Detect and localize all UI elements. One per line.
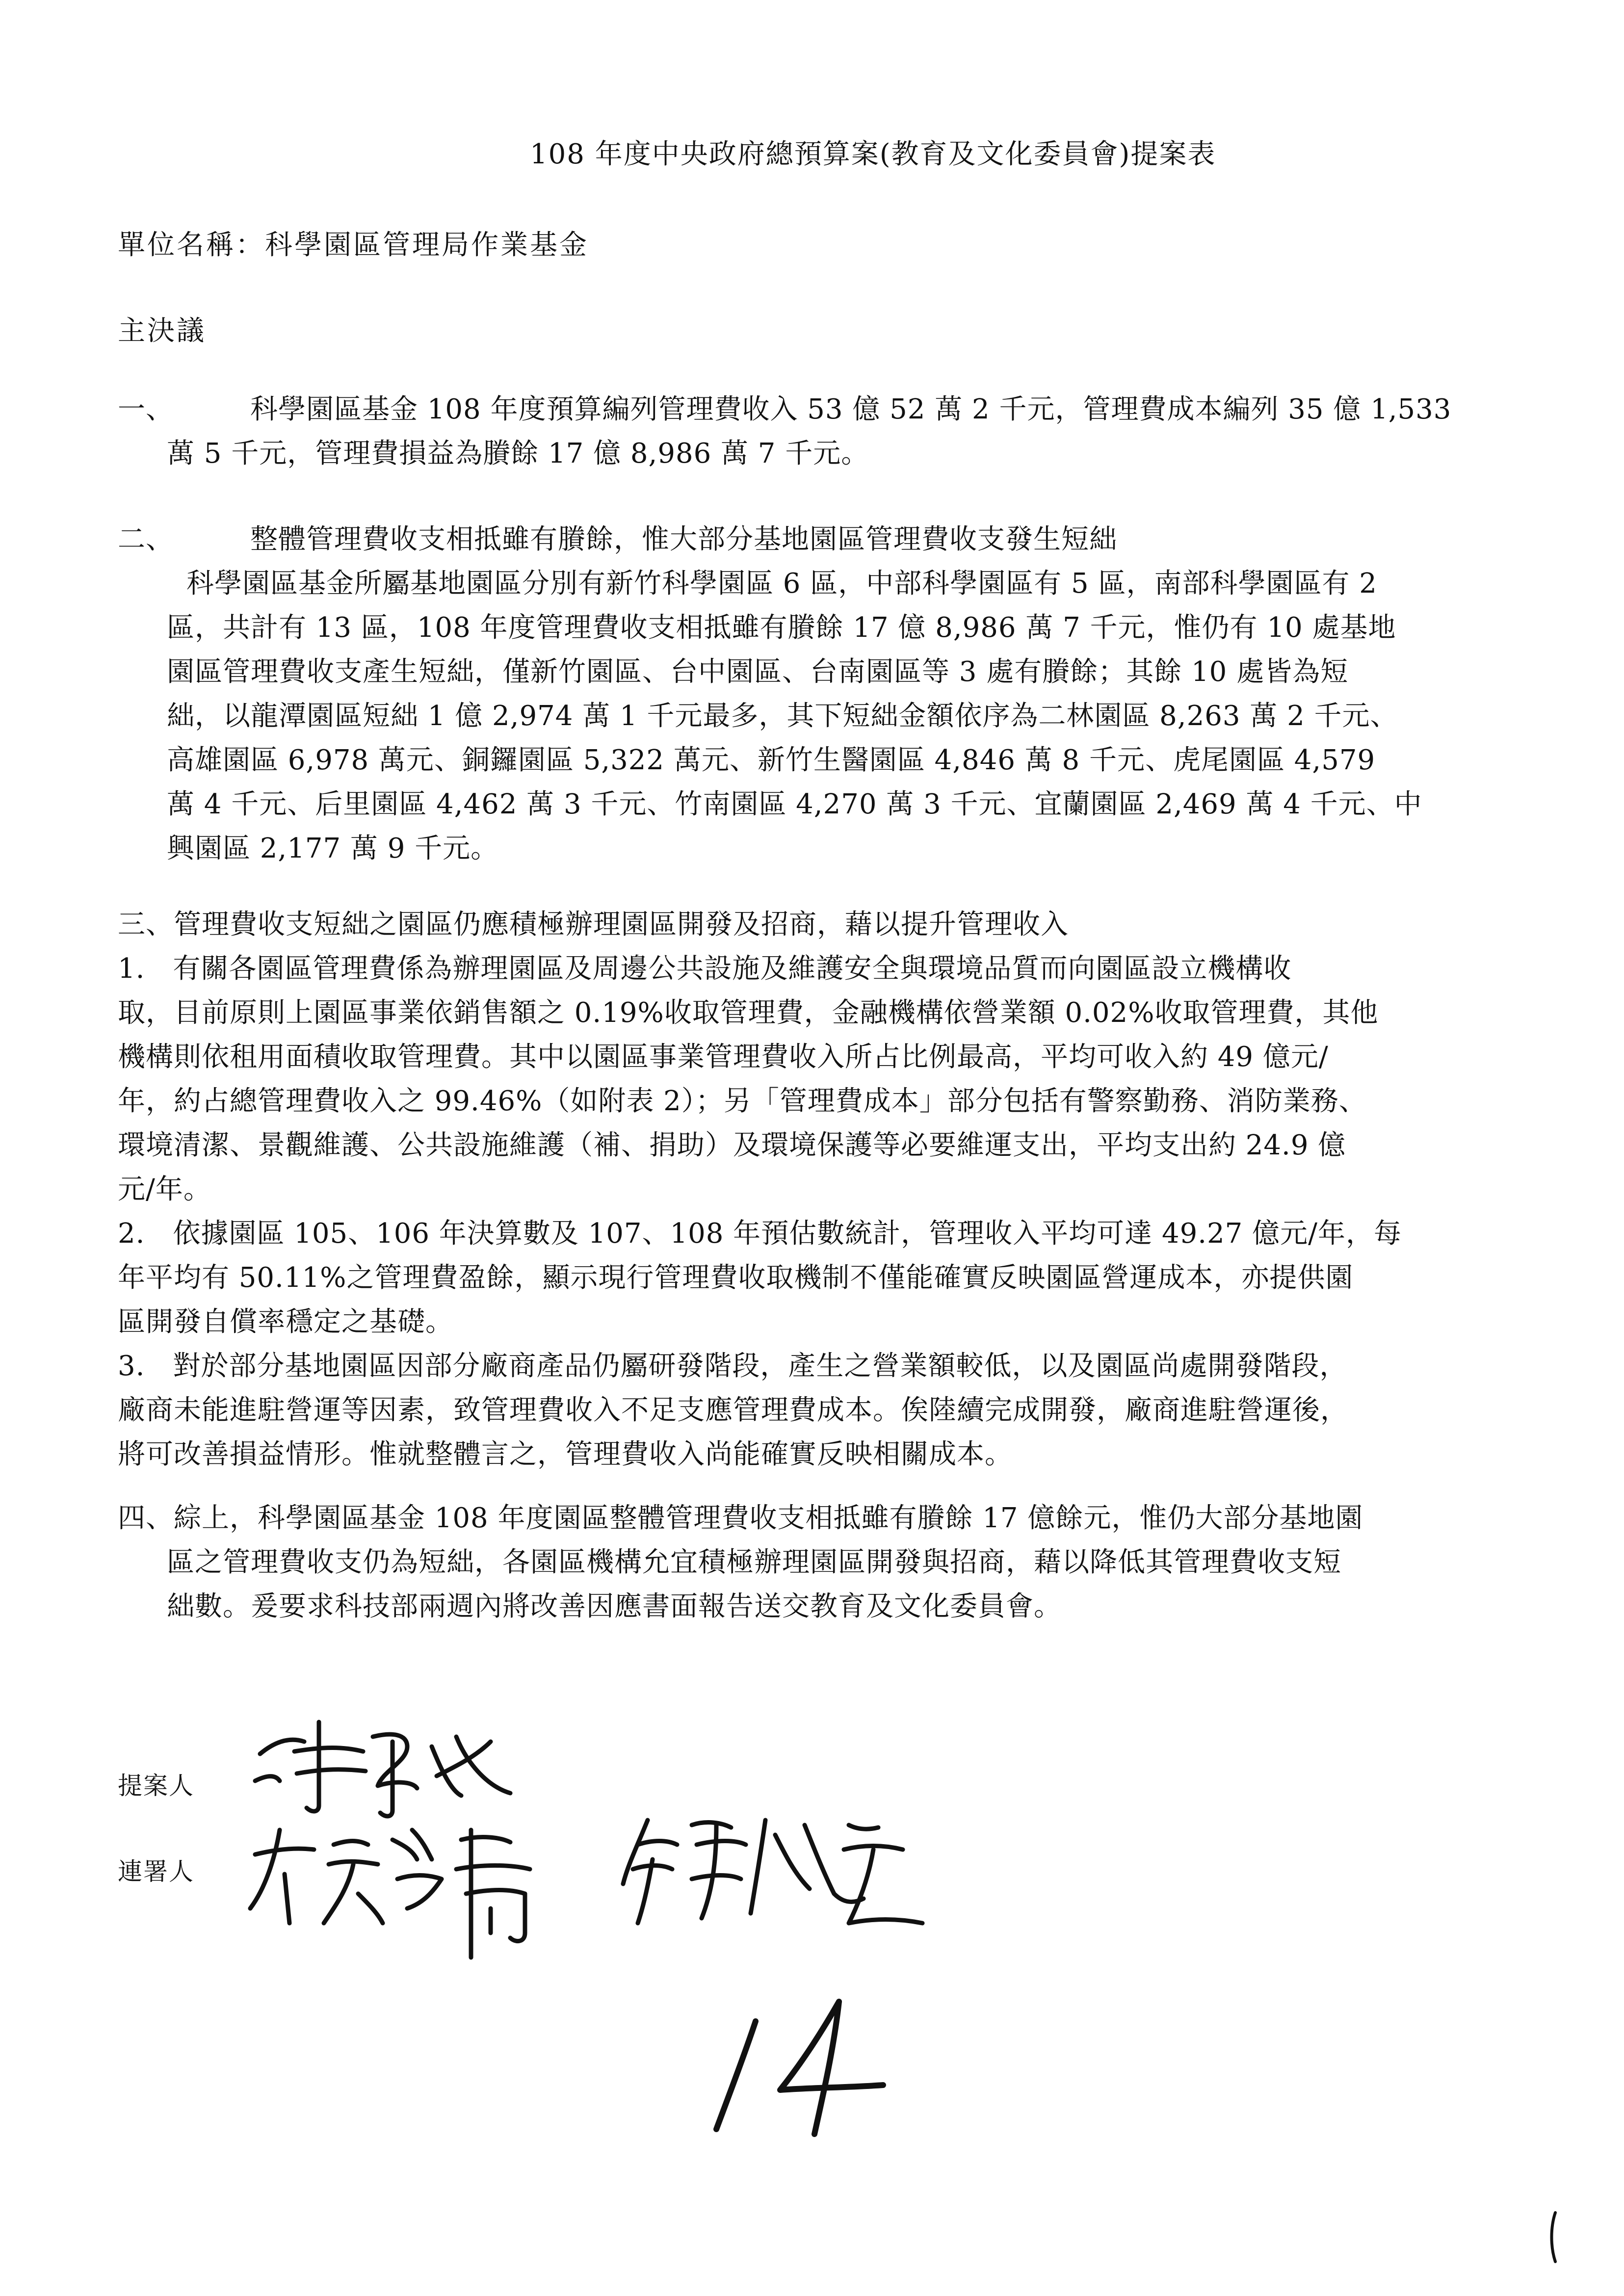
section-2-line: 園區管理費收支產生短絀，僅新竹園區、台中園區、台南園區等 3 處有賸餘；其餘 10 處皆為短 <box>167 656 1349 688</box>
section-2-line: 高雄園區 6,978 萬元、銅鑼園區 5,322 萬元、新竹生醫園區 4,846 萬 8 千元、虎尾園區 4,579 <box>167 744 1376 776</box>
section-2-line: 區，共計有 13 區，108 年度管理費收支相抵雖有賸餘 17 億 8,986 萬 7 千元，惟仍有 10 處基地 <box>167 612 1396 644</box>
section-4-line: 區之管理費收支仍為短絀，各園區機構允宜積極辦理園區開發與招商，藉以降低其管理費收支短 <box>167 1546 1341 1578</box>
section-4 <box>118 1496 1363 1629</box>
section-3-heading: 三、管理費收支短絀之園區仍應積極辦理園區開發及招商，藉以提升管理收入 <box>118 909 1069 940</box>
section-2 <box>118 518 1422 871</box>
section-3-p2-line: 2. 依據園區 105、106 年決算數及 107、108 年預估數統計，管理收入平均可達 49.27 億元/年，每 <box>118 1218 1402 1250</box>
section-2-heading: 整體管理費收支相抵雖有賸餘，惟大部分基地園區管理費收支發生短絀 <box>250 523 1117 555</box>
section-4-line: 四、綜上，科學園區基金 108 年度園區整體管理費收支相抵雖有賸餘 17 億餘元，惟仍大部分基地園 <box>118 1502 1363 1534</box>
section-3-p3-line: 3. 對於部分基地園區因部分廠商產品仍屬研發階段，產生之營業額較低，以及園區尚處開發階段， <box>118 1350 1348 1382</box>
section-3-p1-line: 環境清潔、景觀維護、公共設施維護（補、捐助）及環境保護等必要維運支出，平均支出約 24.9 億 <box>118 1129 1346 1161</box>
section-3-p1-line: 機構則依租用面積收取管理費。其中以園區事業管理費收入所占比例最高，平均可收入約 49 億元/ <box>118 1041 1329 1073</box>
unit-name: 單位名稱：科學園區管理局作業基金 <box>118 229 589 261</box>
section-3-p3-line: 將可改善損益情形。惟就整體言之，管理費收入尚能確實反映相關成本。 <box>118 1438 1013 1470</box>
section-3-p3-line: 廠商未能進駐營運等因素，致管理費收入不足支應管理費成本。俟陸續完成開發，廠商進駐營運後， <box>118 1394 1348 1426</box>
cosigner-signature-2 <box>618 1805 932 1943</box>
section-2-marker: 二、 <box>118 523 174 555</box>
page-number-handwritten <box>707 1992 913 2139</box>
cosigner-label: 連署人 <box>118 1857 194 1886</box>
section-3-p1-line: 1. 有關各園區管理費係為辦理園區及周邊公共設施及維護安全與環境品質而向園區設立機構收 <box>118 953 1292 985</box>
section-2-line: 絀，以龍潭園區短絀 1 億 2,974 萬 1 千元最多，其下短絀金額依序為二林園區 8,263 萬 2 千元、 <box>167 700 1398 732</box>
section-2-line: 萬 4 千元、后里園區 4,462 萬 3 千元、竹南園區 4,270 萬 3 千元、宜蘭園區 2,469 萬 4 千元、中 <box>167 788 1422 820</box>
section-2-line: 科學園區基金所屬基地園區分別有新竹科學園區 6 區，中部科學園區有 5 區，南部科學園區有 2 <box>186 568 1377 600</box>
section-3-p1-line: 年，約占總管理費收入之 99.46%（如附表 2）；另「管理費成本」部分包括有警察勤務、消防業務、 <box>118 1085 1367 1117</box>
cosigner-signature-1 <box>236 1810 569 1972</box>
section-1-line: 萬 5 千元，管理費損益為賸餘 17 億 8,986 萬 7 千元。 <box>167 438 869 470</box>
section-1 <box>118 388 1451 476</box>
section-3-p2-line: 年平均有 50.11%之管理費盈餘，顯示現行管理費收取機制不僅能確實反映園區營運成本，亦提供園 <box>118 1262 1354 1294</box>
section-1-marker: 一、 <box>118 393 174 425</box>
section-3-p1-line: 取，目前原則上園區事業依銷售額之 0.19%收取管理費，金融機構依營業額 0.02%收取管理費，其他 <box>118 997 1379 1029</box>
document-title: 108 年度中央政府總預算案(教育及文化委員會)提案表 <box>530 138 1216 170</box>
section-3-p1-line: 元/年。 <box>118 1174 211 1205</box>
section-3 <box>118 903 1402 1477</box>
proposer-signature <box>245 1707 520 1825</box>
section-2-line: 興園區 2,177 萬 9 千元。 <box>167 833 499 864</box>
proposer-label: 提案人 <box>118 1772 194 1800</box>
margin-mark <box>1545 2208 1565 2267</box>
section-4-line: 絀數。爰要求科技部兩週內將改善因應書面報告送交教育及文化委員會。 <box>167 1591 1062 1622</box>
section-3-p2-line: 區開發自償率穩定之基礎。 <box>118 1306 453 1338</box>
main-resolution-label: 主決議 <box>118 315 206 347</box>
section-1-line: 科學園區基金 108 年度預算編列管理費收入 53 億 52 萬 2 千元，管理費成本編列 35 億 1,533 <box>250 393 1452 425</box>
